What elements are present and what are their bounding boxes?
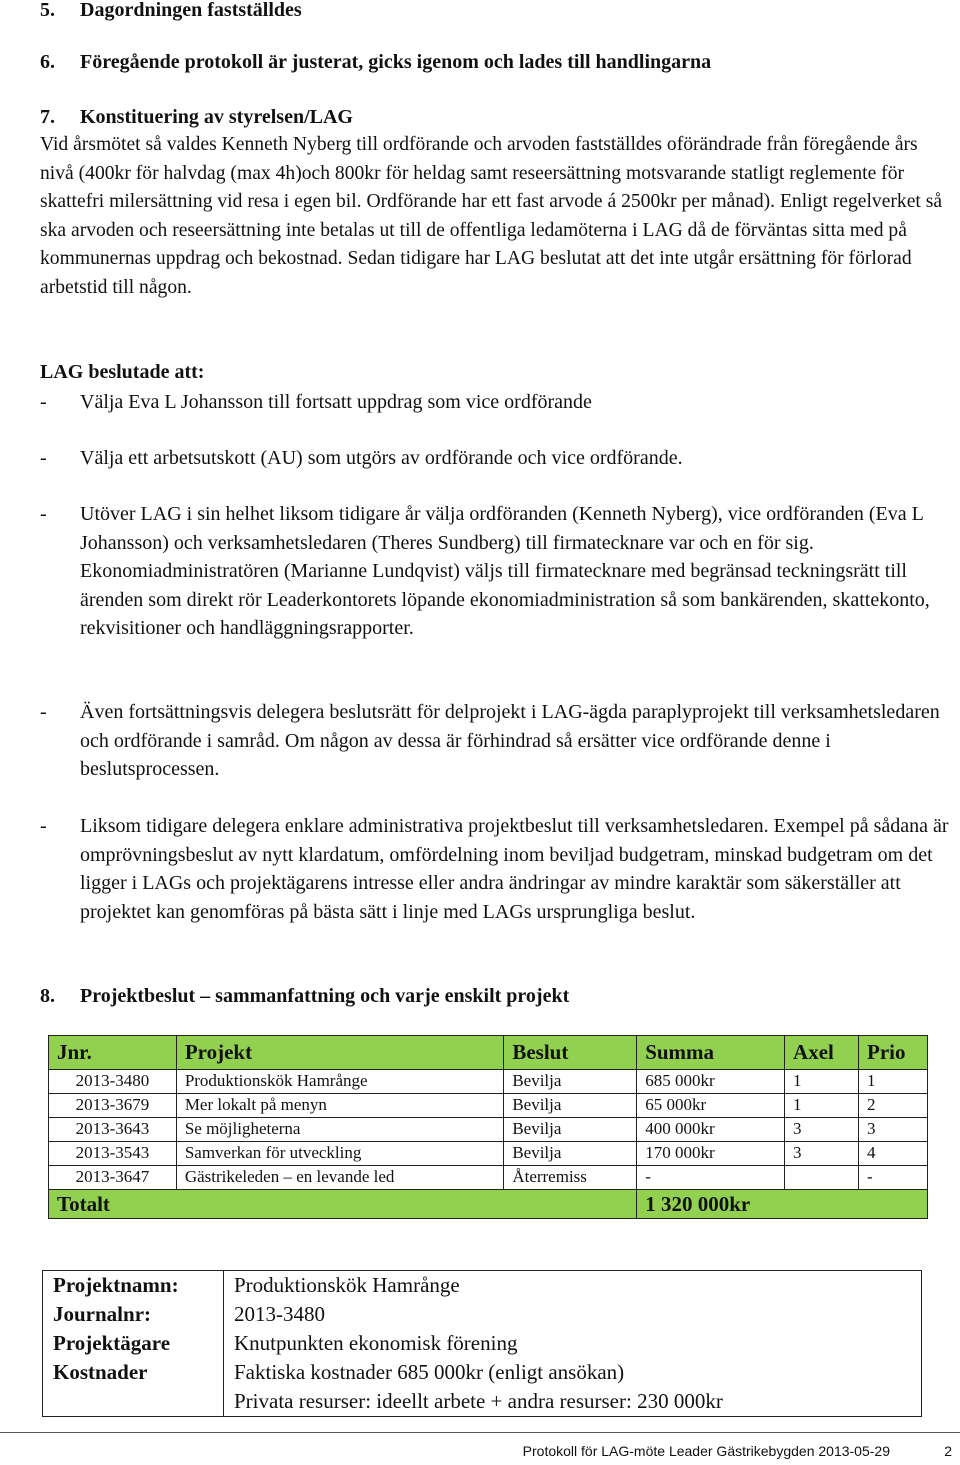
column-header-jnr: Jnr.	[49, 1036, 177, 1070]
cell-projekt: Se möjligheterna	[176, 1117, 504, 1141]
item-number: 8.	[40, 985, 55, 1007]
agenda-item-6	[40, 48, 711, 77]
cell-prio: 1	[859, 1069, 928, 1093]
cell-projekt: Mer lokalt på menyn	[176, 1093, 504, 1117]
cell-summa: 685 000kr	[637, 1069, 785, 1093]
cell-jnr: 2013-3679	[49, 1093, 177, 1117]
cell-axel: 3	[785, 1141, 859, 1165]
cell-beslut: Bevilja	[504, 1093, 637, 1117]
page-number: 2	[944, 1443, 952, 1459]
bullet-dash: -	[40, 447, 47, 469]
agenda-item-7	[40, 103, 353, 132]
info-label: Projektnamn:	[43, 1271, 224, 1301]
column-header-projekt: Projekt	[176, 1036, 504, 1070]
table-row	[49, 1165, 928, 1189]
cell-axel	[785, 1165, 859, 1189]
bullet-text: Liksom tidigare delegera enklare administrativa projektbeslut till verksamhetsledaren. Exempel på sådana är omprövningsbeslut av nytt klardatum, omfördelning inom beviljad budgetram, minskad budgetram om det ligger i LAGs och projektägarens intresse eller andra ändringar av mindre karaktär som säkerställer att projektet kan genomföras på bästa sätt i linje med LAGs ursprungliga beslut.	[80, 815, 949, 923]
cell-prio: -	[859, 1165, 928, 1189]
cell-jnr: 2013-3543	[49, 1141, 177, 1165]
table-row	[49, 1069, 928, 1093]
total-value: 1 320 000kr	[637, 1189, 928, 1218]
cell-summa: 400 000kr	[637, 1117, 785, 1141]
cell-beslut: Bevilja	[504, 1141, 637, 1165]
cell-axel: 1	[785, 1069, 859, 1093]
cell-axel: 1	[785, 1093, 859, 1117]
item-title: Konstituering av styrelsen/LAG	[80, 106, 353, 128]
table-header-row	[49, 1036, 928, 1070]
cell-projekt: Gästrikeleden – en levande led	[176, 1165, 504, 1189]
info-value: Privata resurser: ideellt arbete + andra resurser: 230 000kr	[234, 1389, 723, 1413]
table-row	[49, 1117, 928, 1141]
info-row-name	[43, 1271, 922, 1301]
cell-summa: -	[637, 1165, 785, 1189]
info-row-journal	[43, 1300, 922, 1329]
table-total-row	[49, 1189, 928, 1218]
column-header-axel: Axel	[785, 1036, 859, 1070]
cell-jnr: 2013-3480	[49, 1069, 177, 1093]
item-title: Dagordningen fastställdes	[80, 0, 302, 21]
item-number: 7.	[40, 106, 55, 128]
column-header-beslut: Beslut	[504, 1036, 637, 1070]
agenda-item-8	[40, 982, 569, 1011]
cell-beslut: Återremiss	[504, 1165, 637, 1189]
info-label: Journalnr:	[43, 1300, 224, 1329]
item-title: Projektbeslut – sammanfattning och varje enskilt projekt	[80, 985, 570, 1007]
cell-jnr: 2013-3647	[49, 1165, 177, 1189]
column-header-summa: Summa	[637, 1036, 785, 1070]
cell-prio: 3	[859, 1117, 928, 1141]
bullet-text: Välja Eva L Johansson till fortsatt uppdrag som vice ordförande	[80, 391, 592, 413]
bullet-dash: -	[40, 391, 47, 413]
project-summary-table	[48, 1035, 928, 1219]
cell-projekt: Produktionskök Hamrånge	[176, 1069, 504, 1093]
cell-beslut: Bevilja	[504, 1117, 637, 1141]
item-number: 6.	[40, 51, 55, 73]
info-label: Projektägare	[43, 1329, 224, 1358]
item-number: 5.	[40, 0, 55, 21]
table-row	[49, 1141, 928, 1165]
cell-summa: 170 000kr	[637, 1141, 785, 1165]
footer-text: Protokoll för LAG-möte Leader Gästrikebygden 2013-05-29	[522, 1443, 890, 1459]
bullet-text: Utöver LAG i sin helhet liksom tidigare år välja ordföranden (Kenneth Nyberg), vice ordföranden (Eva L Johansson) och verksamhetsledaren (Theres Sundberg) till firmatecknare var och en för sig. Ekonomiadministratören (Marianne Lundqvist) väljs till firmatecknare med begränsad teckningsrätt till ärenden som direkt rör Leaderkontorets löpande ekonomiadministration så som bankärenden, skattekonto, rekvisitioner och handläggningsrapporter.	[80, 503, 930, 640]
column-header-prio: Prio	[859, 1036, 928, 1070]
project-info-table	[42, 1270, 922, 1417]
page-footer	[0, 1432, 960, 1465]
cell-axel: 3	[785, 1117, 859, 1141]
item-7-paragraph: Vid årsmötet så valdes Kenneth Nyberg till ordförande och arvoden fastställdes oförändrade från föregående års nivå (400kr för halvdag (max 4h)och 800kr för heldag samt reseersättning motsvarande statligt reglemente för skattefri milersättning vid resa i egen bil. Ordförande har ett fast arvode á 2500kr per månad). Enligt regelverket så ska arvoden och reseersättning inte betalas ut till de offentliga ledamöterna i LAG då de förväntas sitta med på kommunernas uppdrag och bekostnad. Sedan tidigare har LAG beslutat att det inte utgår ersättning för förlorad arbetstid till någon.	[40, 134, 943, 298]
info-value: 2013-3480	[234, 1302, 325, 1326]
decision-heading: LAG beslutade att:	[40, 361, 205, 383]
agenda-item-5	[40, 0, 302, 25]
cell-beslut: Bevilja	[504, 1069, 637, 1093]
bullet-text: Välja ett arbetsutskott (AU) som utgörs av ordförande och vice ordförande.	[80, 447, 683, 469]
cell-projekt: Samverkan för utveckling	[176, 1141, 504, 1165]
bullet-dash: -	[40, 815, 47, 837]
info-value: Faktiska kostnader 685 000kr (enligt ansökan)	[234, 1360, 625, 1384]
cell-jnr: 2013-3643	[49, 1117, 177, 1141]
info-row-costs	[43, 1358, 922, 1387]
info-value: Knutpunkten ekonomisk förening	[234, 1331, 518, 1355]
bullet-dash: -	[40, 701, 47, 723]
bullet-dash: -	[40, 503, 47, 525]
cell-prio: 4	[859, 1141, 928, 1165]
table-row	[49, 1093, 928, 1117]
bullet-text: Även fortsättningsvis delegera beslutsrätt för delprojekt i LAG-ägda paraplyprojekt till verksamhetsledaren och ordförande i samråd. Om någon av dessa är förhindrad så ersätter vice ordförande denne i beslutsprocessen.	[80, 701, 940, 781]
cell-prio: 2	[859, 1093, 928, 1117]
info-label: Kostnader	[43, 1358, 224, 1417]
info-value: Produktionskök Hamrånge	[234, 1273, 460, 1297]
info-row-owner	[43, 1329, 922, 1358]
total-label: Totalt	[49, 1189, 637, 1218]
cell-summa: 65 000kr	[637, 1093, 785, 1117]
item-title: Föregående protokoll är justerat, gicks igenom och lades till handlingarna	[80, 51, 712, 73]
